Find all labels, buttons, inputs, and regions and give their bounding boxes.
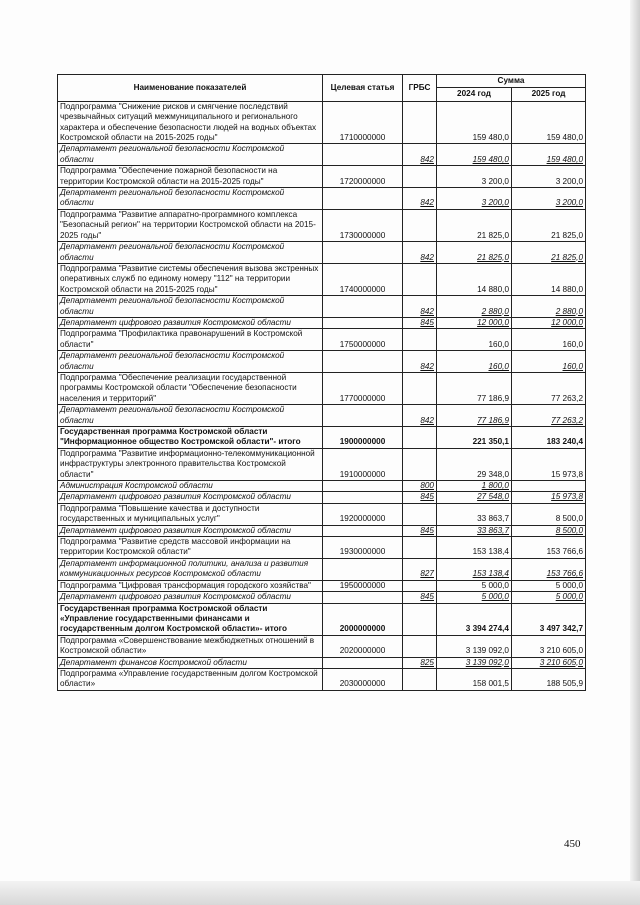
row-name-cell: Департамент финансов Костромской области (58, 657, 323, 668)
row-sum-2025-cell: 14 880,0 (512, 263, 586, 295)
row-sum-2025-cell: 153 766,6 (512, 558, 586, 580)
row-grbs-cell (403, 448, 437, 480)
row-sum-2024-cell: 33 863,7 (437, 525, 512, 536)
department-row (58, 144, 586, 166)
row-sum-2025-cell: 15 973,8 (512, 492, 586, 503)
row-sum-2025-cell: 3 210 605,0 (512, 635, 586, 657)
row-sum-2024-cell: 221 350,1 (437, 427, 512, 449)
row-grbs-cell (403, 427, 437, 449)
scan-edge-bottom (0, 881, 640, 905)
row-name-cell: Подпрограмма "Повышение качества и доступности государственных и муниципальных услуг" (58, 503, 323, 525)
subprogram-row (58, 668, 586, 690)
row-name-cell: Департамент региональной безопасности Костромской области (58, 242, 323, 264)
row-grbs-cell: 842 (403, 405, 437, 427)
row-name-cell: Подпрограмма "Развитие средств массовой информации на территории Костромской области" (58, 537, 323, 559)
row-target-article-cell: 1740000000 (323, 263, 403, 295)
row-target-article-cell (323, 492, 403, 503)
row-sum-2025-cell: 188 505,9 (512, 668, 586, 690)
row-sum-2025-cell: 160,0 (512, 351, 586, 373)
department-row (58, 481, 586, 492)
row-sum-2025-cell (512, 481, 586, 492)
table-header (58, 75, 586, 102)
row-sum-2025-cell: 5 000,0 (512, 592, 586, 603)
row-name-cell: Департамент региональной безопасности Костромской области (58, 188, 323, 210)
budget-table (57, 74, 586, 691)
subprogram-row (58, 537, 586, 559)
row-grbs-cell (403, 101, 437, 144)
row-sum-2025-cell: 8 500,0 (512, 525, 586, 536)
row-target-article-cell: 2030000000 (323, 668, 403, 690)
row-grbs-cell (403, 668, 437, 690)
row-name-cell: Подпрограмма "Обеспечение реализации государственной программы Костромской области "Обеспечение безопасности населения и территорий" (58, 372, 323, 404)
row-target-article-cell: 1950000000 (323, 580, 403, 591)
row-grbs-cell: 827 (403, 558, 437, 580)
row-target-article-cell: 2000000000 (323, 603, 403, 635)
row-target-article-cell (323, 592, 403, 603)
subprogram-row (58, 209, 586, 241)
department-row (58, 317, 586, 328)
row-target-article-cell (323, 351, 403, 373)
row-name-cell: Государственная программа Костромской области «Управление государственными финансами и государственным долгом Костромской области»- итого (58, 603, 323, 635)
row-sum-2024-cell: 1 800,0 (437, 481, 512, 492)
program-total-row (58, 427, 586, 449)
row-sum-2025-cell: 5 000,0 (512, 580, 586, 591)
row-grbs-cell (403, 209, 437, 241)
row-sum-2025-cell: 2 880,0 (512, 296, 586, 318)
row-sum-2025-cell: 21 825,0 (512, 242, 586, 264)
row-grbs-cell: 845 (403, 592, 437, 603)
row-grbs-cell: 842 (403, 188, 437, 210)
subprogram-row (58, 263, 586, 295)
row-target-article-cell (323, 558, 403, 580)
row-sum-2024-cell: 153 138,4 (437, 558, 512, 580)
row-sum-2025-cell: 77 263,2 (512, 372, 586, 404)
row-sum-2024-cell: 159 480,0 (437, 101, 512, 144)
row-sum-2025-cell: 3 497 342,7 (512, 603, 586, 635)
row-grbs-cell (403, 580, 437, 591)
row-name-cell: Департамент информационной политики, анализа и развития коммуникационных ресурсов Костромской области (58, 558, 323, 580)
row-grbs-cell: 845 (403, 317, 437, 328)
department-row (58, 296, 586, 318)
row-sum-2025-cell: 3 200,0 (512, 166, 586, 188)
row-target-article-cell: 1730000000 (323, 209, 403, 241)
row-sum-2024-cell: 3 394 274,4 (437, 603, 512, 635)
row-sum-2025-cell: 8 500,0 (512, 503, 586, 525)
subprogram-row (58, 635, 586, 657)
row-sum-2024-cell: 77 186,9 (437, 372, 512, 404)
row-name-cell: Подпрограмма "Обеспечение пожарной безопасности на территории Костромской области на 2015-2025 годы" (58, 166, 323, 188)
row-target-article-cell (323, 657, 403, 668)
row-sum-2025-cell: 160,0 (512, 329, 586, 351)
row-sum-2024-cell: 12 000,0 (437, 317, 512, 328)
row-sum-2024-cell: 29 348,0 (437, 448, 512, 480)
row-target-article-cell: 1920000000 (323, 503, 403, 525)
row-name-cell: Департамент региональной безопасности Костромской области (58, 405, 323, 427)
row-grbs-cell (403, 372, 437, 404)
row-sum-2024-cell: 3 139 092,0 (437, 657, 512, 668)
department-row (58, 492, 586, 503)
row-target-article-cell (323, 144, 403, 166)
row-name-cell: Государственная программа Костромской области "Информационное общество Костромской области"- итого (58, 427, 323, 449)
row-name-cell: Департамент региональной безопасности Костромской области (58, 351, 323, 373)
row-grbs-cell (403, 329, 437, 351)
row-sum-2024-cell: 3 139 092,0 (437, 635, 512, 657)
row-grbs-cell: 845 (403, 492, 437, 503)
row-name-cell: Подпрограмма «Совершенствование межбюджетных отношений в Костромской области» (58, 635, 323, 657)
row-sum-2024-cell: 2 880,0 (437, 296, 512, 318)
row-target-article-cell (323, 188, 403, 210)
row-sum-2025-cell: 159 480,0 (512, 144, 586, 166)
header-target-article: Целевая статья (323, 75, 403, 102)
row-target-article-cell: 2020000000 (323, 635, 403, 657)
row-sum-2024-cell: 160,0 (437, 351, 512, 373)
row-grbs-cell: 842 (403, 351, 437, 373)
row-name-cell: Администрация Костромской области (58, 481, 323, 492)
row-name-cell: Подпрограмма "Развитие информационно-телекоммуникационной инфраструктуры электронного правительства Костромской области" (58, 448, 323, 480)
row-grbs-cell (403, 603, 437, 635)
program-total-row (58, 603, 586, 635)
row-grbs-cell (403, 635, 437, 657)
row-name-cell: Подпрограмма "Профилактика правонарушений в Костромской области" (58, 329, 323, 351)
row-name-cell: Департамент цифрового развития Костромской области (58, 492, 323, 503)
row-sum-2025-cell: 3 200,0 (512, 188, 586, 210)
subprogram-row (58, 372, 586, 404)
department-row (58, 592, 586, 603)
row-target-article-cell: 1900000000 (323, 427, 403, 449)
row-name-cell: Департамент цифрового развития Костромской области (58, 592, 323, 603)
subprogram-row (58, 503, 586, 525)
row-name-cell: Департамент региональной безопасности Костромской области (58, 144, 323, 166)
department-row (58, 188, 586, 210)
department-row (58, 525, 586, 536)
row-grbs-cell: 842 (403, 296, 437, 318)
header-year-2024: 2024 год (437, 88, 512, 101)
row-grbs-cell: 842 (403, 144, 437, 166)
row-sum-2025-cell: 159 480,0 (512, 101, 586, 144)
row-sum-2024-cell: 14 880,0 (437, 263, 512, 295)
row-sum-2025-cell: 183 240,4 (512, 427, 586, 449)
scan-edge-right (630, 0, 640, 905)
row-target-article-cell (323, 525, 403, 536)
subprogram-row (58, 101, 586, 144)
row-grbs-cell: 800 (403, 481, 437, 492)
row-sum-2024-cell: 159 480,0 (437, 144, 512, 166)
row-sum-2024-cell: 77 186,9 (437, 405, 512, 427)
row-sum-2024-cell: 160,0 (437, 329, 512, 351)
subprogram-row (58, 580, 586, 591)
row-sum-2025-cell: 21 825,0 (512, 209, 586, 241)
row-grbs-cell (403, 166, 437, 188)
row-sum-2025-cell: 12 000,0 (512, 317, 586, 328)
subprogram-row (58, 166, 586, 188)
row-sum-2025-cell: 77 263,2 (512, 405, 586, 427)
row-name-cell: Департамент цифрового развития Костромской области (58, 317, 323, 328)
row-target-article-cell: 1930000000 (323, 537, 403, 559)
subprogram-row (58, 329, 586, 351)
header-name: Наименование показателей (58, 75, 323, 102)
row-sum-2024-cell: 158 001,5 (437, 668, 512, 690)
row-target-article-cell (323, 317, 403, 328)
table-body (58, 101, 586, 690)
row-grbs-cell: 845 (403, 525, 437, 536)
row-grbs-cell (403, 537, 437, 559)
row-target-article-cell: 1910000000 (323, 448, 403, 480)
row-target-article-cell: 1710000000 (323, 101, 403, 144)
row-name-cell: Подпрограмма "Цифровая трансформация городского хозяйства" (58, 580, 323, 591)
subprogram-row (58, 448, 586, 480)
row-target-article-cell (323, 481, 403, 492)
row-sum-2024-cell: 3 200,0 (437, 188, 512, 210)
department-row (58, 657, 586, 668)
row-sum-2024-cell: 5 000,0 (437, 580, 512, 591)
row-sum-2024-cell: 27 548,0 (437, 492, 512, 503)
row-sum-2024-cell: 5 000,0 (437, 592, 512, 603)
row-grbs-cell: 842 (403, 242, 437, 264)
header-sum: Сумма (437, 75, 586, 88)
row-name-cell: Подпрограмма «Управление государственным долгом Костромской области» (58, 668, 323, 690)
row-grbs-cell (403, 263, 437, 295)
row-name-cell: Подпрограмма "Снижение рисков и смягчение последствий чрезвычайных ситуаций межмуниципального и регионального характера и обеспечение безопасности людей на водных объектах Костромской области на 2015-2025 годы" (58, 101, 323, 144)
department-row (58, 351, 586, 373)
row-target-article-cell (323, 405, 403, 427)
row-target-article-cell: 1750000000 (323, 329, 403, 351)
row-sum-2024-cell: 33 863,7 (437, 503, 512, 525)
page-number: 450 (564, 838, 581, 850)
row-target-article-cell (323, 296, 403, 318)
header-year-2025: 2025 год (512, 88, 586, 101)
row-name-cell: Департамент цифрового развития Костромской области (58, 525, 323, 536)
department-row (58, 242, 586, 264)
row-sum-2025-cell: 153 766,6 (512, 537, 586, 559)
row-grbs-cell (403, 503, 437, 525)
department-row (58, 558, 586, 580)
row-target-article-cell: 1720000000 (323, 166, 403, 188)
row-target-article-cell: 1770000000 (323, 372, 403, 404)
row-sum-2025-cell: 15 973,8 (512, 448, 586, 480)
row-name-cell: Департамент региональной безопасности Костромской области (58, 296, 323, 318)
row-sum-2025-cell: 3 210 605,0 (512, 657, 586, 668)
row-name-cell: Подпрограмма "Развитие системы обеспечения вызова экстренных оперативных служб по единому номеру "112" на территории Костромской области на 2015-2025 годы" (58, 263, 323, 295)
row-sum-2024-cell: 21 825,0 (437, 209, 512, 241)
row-sum-2024-cell: 21 825,0 (437, 242, 512, 264)
row-sum-2024-cell: 3 200,0 (437, 166, 512, 188)
row-name-cell: Подпрограмма "Развитие аппаратно-программного комплекса "Безопасный регион" на территории Костромской области на 2015-2025 годы" (58, 209, 323, 241)
department-row (58, 405, 586, 427)
header-grbs: ГРБС (403, 75, 437, 102)
row-grbs-cell: 825 (403, 657, 437, 668)
row-sum-2024-cell: 153 138,4 (437, 537, 512, 559)
row-target-article-cell (323, 242, 403, 264)
